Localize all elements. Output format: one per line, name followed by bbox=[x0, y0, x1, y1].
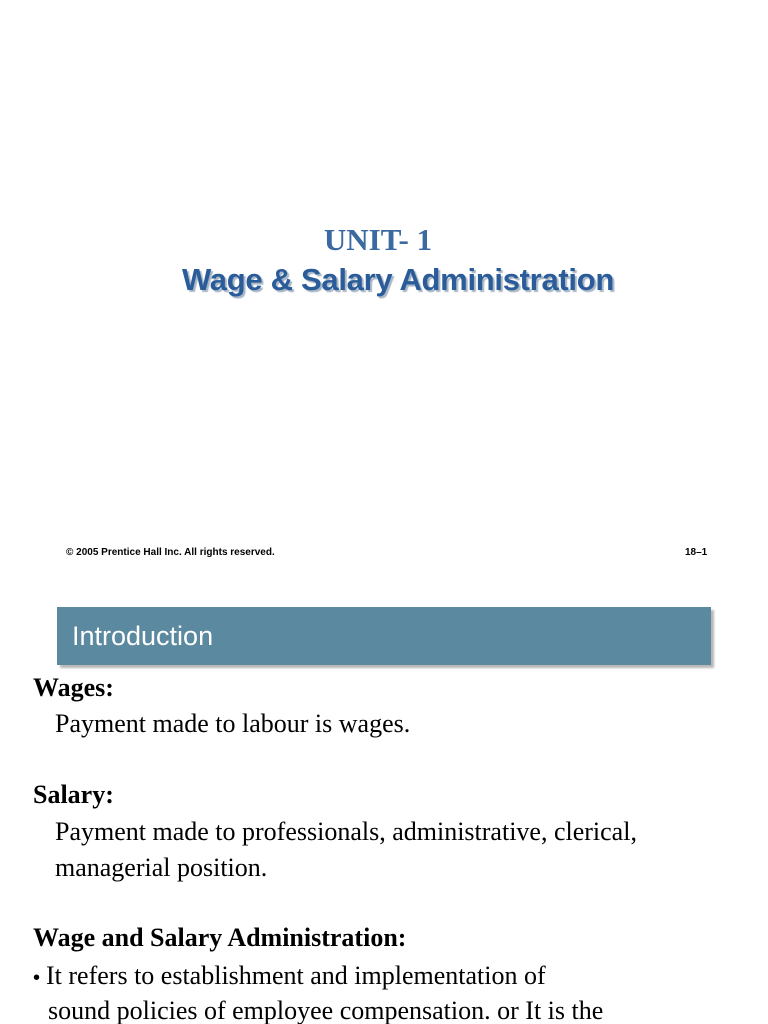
copyright-footer: © 2005 Prentice Hall Inc. All rights reserved. bbox=[66, 547, 275, 558]
wages-definition: Payment made to labour is wages. bbox=[55, 709, 411, 738]
introduction-slide bbox=[0, 576, 768, 1024]
slide-subtitle: Wage & Salary Administration bbox=[181, 262, 614, 297]
section-header-title: Introduction bbox=[72, 621, 214, 651]
wsa-bullet-line2: sound policies of employee compensation. or It is the bbox=[48, 996, 604, 1024]
wsa-bullet-text1: It refers to establishment and implementation of bbox=[46, 961, 546, 990]
unit-title: UNIT- 1 bbox=[323, 222, 433, 257]
salary-term: Salary: bbox=[33, 780, 114, 809]
wages-term: Wages: bbox=[33, 673, 114, 702]
slide-page-number: 18–1 bbox=[685, 547, 708, 558]
section-header-bar bbox=[57, 607, 711, 665]
salary-definition-line1: Payment made to professionals, administrative, clerical, bbox=[55, 817, 637, 846]
salary-definition-line2: managerial position. bbox=[55, 853, 268, 882]
wsa-bullet-line1 bbox=[33, 958, 753, 996]
bullet-icon: • bbox=[33, 967, 41, 989]
wage-salary-admin-term: Wage and Salary Administration: bbox=[33, 923, 407, 952]
